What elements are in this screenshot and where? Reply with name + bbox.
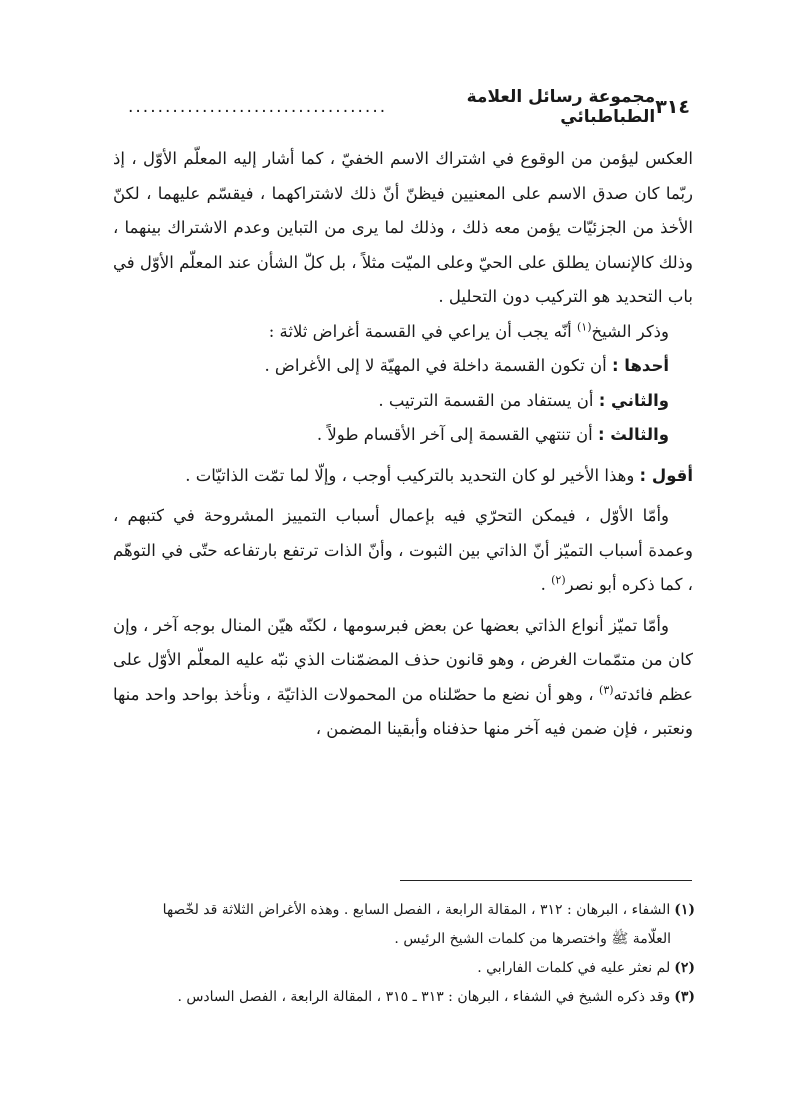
- paragraph-7-text: وأمّا الأوّل ، فيمكن التحرّي فيه بإعمال أسباب التمييز المشروحة في كتبهم ، وعمدة أسباب التميّز أنّ الذاتي بين الثبوت ، وأنّ الذات ترتفع بارتفاعه حتّى في التوهّم ، كما ذكره أبو نصر: [113, 506, 693, 594]
- paragraph-5: [113, 418, 693, 453]
- footnote-2: [113, 954, 695, 983]
- page-number: ٣١٤: [655, 96, 690, 118]
- running-header: [118, 87, 690, 127]
- paragraph-2-text: وذكر الشيخ: [591, 321, 669, 341]
- header-leader-dots: ...................................: [128, 97, 388, 117]
- footnote-1: [113, 896, 695, 925]
- footnote-3-text: وقد ذكره الشيخ في الشفاء ، البرهان : ٣١٣ ـ ٣١٥ ، المقالة الرابعة ، الفصل السادس .: [177, 989, 671, 1005]
- paragraph-2-text-end: أنّه يجب أن يراعي في القسمة أغراض ثلاثة :: [268, 321, 577, 341]
- footnote-1-number: (١): [674, 902, 695, 918]
- paragraph-3-text: أن تكون القسمة داخلة في المهيّة لا إلى الأغراض .: [264, 356, 612, 375]
- footnote-2-number: (٢): [674, 960, 695, 976]
- main-text: [113, 142, 693, 747]
- footnote-3: [113, 983, 695, 1012]
- footnotes: [113, 896, 695, 1012]
- paragraph-4-text: أن يستفاد من القسمة الترتيب .: [378, 390, 599, 410]
- paragraph-3: [113, 349, 693, 384]
- paragraph-8: [113, 609, 693, 747]
- running-title: مجموعة رسائل العلامة الطباطبائي: [466, 87, 656, 127]
- footnote-1-text: الشفاء ، البرهان : ٣١٢ ، المقالة الرابعة ، الفصل السابع . وهذه الأغراض الثلاثة قد لخّصها: [162, 902, 671, 918]
- footnote-ref-2[interactable]: (٢): [551, 573, 566, 587]
- paragraph-6-text: وهذا الأخير لو كان التحديد بالتركيب أوجب ، وإلّا لما تمّت الذاتيّات .: [185, 465, 640, 485]
- paragraph-4: [113, 384, 693, 419]
- footnote-1-continued: العلّامة ﷺ واختصرها من كلمات الشيخ الرئيس .: [394, 931, 671, 947]
- paragraph-1: العكس ليؤمن من الوقوع في اشتراك الاسم الخفيّ ، كما أشار إليه المعلّم الأوّل ، إذ ربّما كان صدق الاسم على المعنيين فيظنّ أنّ ذلك لاشتراكهما ، فيقسّم عليهما ، لكنّ الأخذ من الجزئيّات يؤمن معه ذلك ، وذلك لما يرى من التباين وعدم الاشتراك بينهما ، وذلك كالإنسان يطلق على الحيّ وعلى الميّت مثلاً ، بل كلّ الشأن عند المعلّم الأوّل في باب التحديد هو التركيب دون التحليل .: [113, 149, 694, 306]
- footnote-ref-3[interactable]: (٣): [599, 683, 614, 696]
- paragraph-2: [113, 315, 693, 350]
- paragraph-5-lead: والثالث :: [597, 425, 669, 444]
- paragraph-5-text: أن تنتهي القسمة إلى آخر الأقسام طولاً .: [316, 425, 598, 444]
- paragraph-4-lead: والثاني :: [598, 390, 669, 410]
- paragraph-6-lead: أقول :: [639, 465, 693, 485]
- footnote-3-number: (٣): [674, 989, 695, 1005]
- paragraph-8-text: وأمّا تميّز أنواع الذاتي بعضها عن بعض فبرسومها ، لكنّه هيّن المنال بوجه آخر ، وإن كان من متمّمات الغرض ، وهو قانون حذف المضمّنات الذي نبّه عليه المعلّم الأوّل على عظم فائدته: [113, 615, 693, 704]
- paragraph-6: [113, 459, 693, 494]
- footnote-2-text: لم نعثر عليه في كلمات الفارابي .: [477, 960, 671, 976]
- paragraph-3-lead: أحدها :: [611, 356, 669, 375]
- footnote-ref-1[interactable]: (١): [577, 320, 592, 333]
- paragraph-7: [113, 499, 693, 603]
- paragraph-8-text-end: ، وهو أن نضع ما حصّلناه من المحمولات الذاتيّة ، ونأخذ بواحد واحد منها ونعتبر ، فإن ضمن فيه آخر منها حذفناه وأبقينا المضمن ،: [113, 684, 693, 738]
- paragraph-7-text-end: .: [540, 575, 552, 594]
- footnote-divider: [400, 880, 692, 881]
